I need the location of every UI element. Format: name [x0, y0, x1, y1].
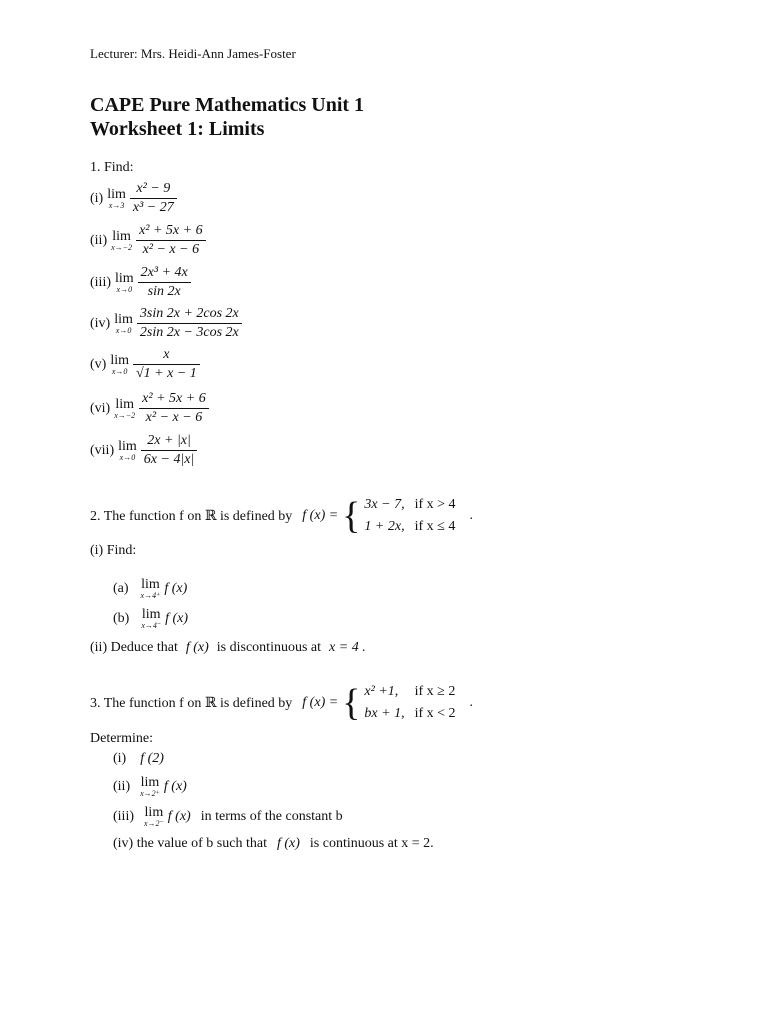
q3-piecewise — [364, 681, 465, 725]
text: in terms of the constant b — [200, 809, 343, 824]
q3-part-label: (iii) — [113, 809, 134, 824]
q3-part-iii — [113, 806, 343, 828]
q2-b-label: (b) — [113, 611, 130, 626]
q2-a-label: (a) — [113, 581, 129, 596]
q3-fx: f (x) = — [302, 695, 339, 710]
limit-operator: lim x→2⁻ — [144, 805, 164, 828]
page-subtitle: Worksheet 1: Limits — [90, 118, 265, 140]
q3-statement: 3. The function f on ℝ is defined by f (x) = { x² +1, if x ≥ 2 bx + 1, if x < 2 . — [90, 682, 474, 724]
limit-operator: lim x→−2 — [111, 228, 133, 252]
q1-part-iii — [90, 264, 191, 301]
q1-part-label: (vi) — [90, 400, 111, 416]
case-expr: bx + 1, — [364, 706, 405, 721]
q3-intro: 3. The function f on ℝ is defined by — [90, 695, 293, 711]
q2-fx: f (x) = — [302, 508, 339, 523]
case-expr: 3x − 7, — [364, 497, 405, 512]
case-cond: if x < 2 — [414, 706, 456, 721]
q1-part-iv — [90, 305, 242, 342]
function-expr: f (x) — [165, 611, 189, 626]
math-expr: x = 4 . — [329, 640, 366, 655]
text: (ii) Deduce that — [90, 640, 178, 655]
lecturer-line: Lecturer: Mrs. Heidi-Ann James-Foster — [90, 46, 296, 61]
case-cond: if x ≤ 4 — [414, 519, 456, 534]
limit-operator: lim x→0 — [114, 311, 133, 335]
q1-part-label: (ii) — [90, 232, 108, 248]
function-expr: f (x) — [164, 581, 188, 596]
function-expr: f (x) — [185, 640, 209, 655]
text: (iv) the value of b such that — [113, 836, 267, 851]
q2-statement: 2. The function f on ℝ is defined by f (x) = { 3x − 7, if x > 4 1 + 2x, if x ≤ 4 . — [90, 495, 474, 537]
text: is discontinuous at — [216, 640, 322, 655]
case-expr: 1 + 2x, — [364, 519, 405, 534]
case-expr: x² +1, — [364, 684, 399, 699]
text: is continuous at x = 2. — [309, 836, 434, 851]
limit-operator: lim x→0 — [110, 352, 129, 376]
case-cond: if x > 4 — [414, 497, 456, 512]
q2-part-ii — [90, 640, 366, 656]
q3-part-ii — [113, 776, 187, 798]
q2-part-a — [113, 578, 187, 600]
limit-operator: lim x→−2 — [114, 396, 136, 420]
q2-part-b — [113, 608, 188, 630]
q1-intro: 1. Find: — [90, 160, 134, 175]
q1-part-label: (vii) — [90, 442, 115, 458]
fraction: $\frac{2x + |x|}{6x - 4|x|}$ — [141, 432, 198, 469]
q2-part-i: (i) Find: — [90, 543, 137, 558]
page-title: CAPE Pure Mathematics Unit 1 — [90, 94, 365, 116]
limit-operator: lim x→2⁺ — [140, 775, 160, 798]
function-expr: f (x) — [276, 836, 300, 851]
q1-part-label: (i) — [90, 190, 104, 206]
q3-part-iv — [113, 836, 434, 852]
function-expr: f (x) — [163, 779, 187, 794]
limit-operator: lim x→0 — [115, 270, 134, 294]
limit-operator: lim x→4⁺ — [140, 577, 161, 600]
q1-part-i — [90, 180, 177, 217]
q3-determine: Determine: — [90, 731, 153, 746]
limit-operator: lim x→3 — [107, 186, 126, 210]
q3-part-i — [113, 751, 164, 767]
q1-part-vi — [90, 390, 209, 427]
left-brace: { — [342, 495, 361, 537]
fraction: $\frac{x}{√1 + x - 1}$ — [133, 346, 200, 383]
fraction: $\frac{\text{x² + 5x + 6}}{\text{x² − x − 6}}$ — [136, 222, 206, 259]
function-expr: f (x) — [167, 809, 191, 824]
q1-part-ii — [90, 222, 206, 259]
q3-part-label: (i) — [113, 751, 127, 766]
fraction: $\frac{3\sin 2x + 2\cos 2x}{2\sin 2x - 3\cos 2x}$ — [137, 305, 242, 342]
q1-part-vii — [90, 432, 197, 469]
q2-intro: 2. The function f on ℝ is defined by — [90, 508, 293, 524]
q1-part-label: (v) — [90, 356, 107, 372]
fraction: $\frac{\text{x² + 5x + 6}}{\text{x² − x − 6}}$ — [139, 390, 209, 427]
case-cond: if x ≥ 2 — [414, 684, 456, 699]
q1-part-v — [90, 346, 200, 383]
q1-part-label: (iv) — [90, 315, 111, 331]
fraction: $\frac{\text{x² − 9}}{\text{x³ − 27}}$ — [130, 180, 177, 217]
limit-operator: lim x→0 — [118, 438, 137, 462]
left-brace: { — [342, 682, 361, 724]
q1-part-label: (iii) — [90, 274, 111, 290]
q2-piecewise — [364, 494, 465, 538]
fraction: $\frac{\text{2x³ + 4x}}{\sin 2x}$ — [138, 264, 191, 301]
function-expr: f (2) — [140, 751, 164, 766]
q3-part-label: (ii) — [113, 779, 131, 794]
limit-operator: lim x→4⁻ — [141, 607, 162, 630]
